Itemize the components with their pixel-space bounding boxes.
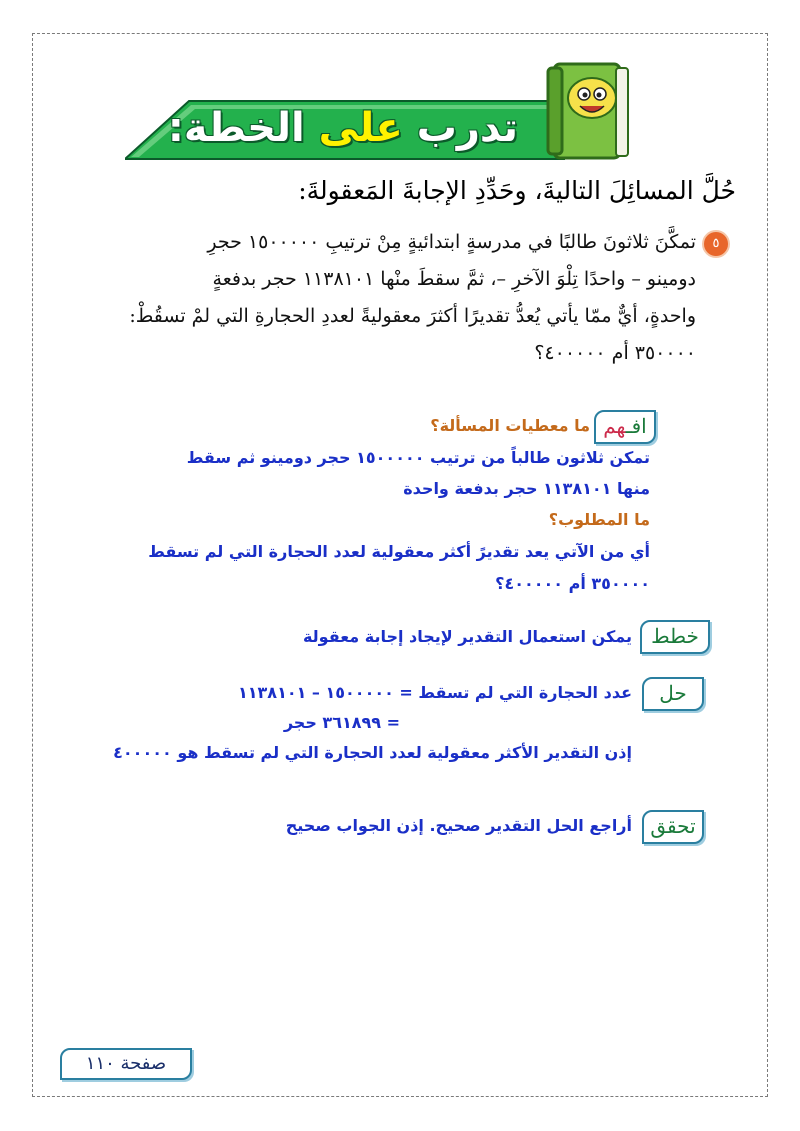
solve-line-1: عدد الحجارة التي لم تسقط = ١٥٠٠٠٠٠ – ١١٣٨١٠١ [238,683,632,702]
tab-understand [594,410,656,444]
understand-question-2: ما المطلوب؟ [548,510,650,529]
problem-line: دومينو – واحدًا تِلْوَ الآخرِ –، ثمَّ سقطَ منْها ١١٣٨١٠١ حجر بدفعةٍ [212,268,696,290]
tab-understand-part1: افـ [625,414,647,438]
problem-line: ٣٥٠٠٠٠ أم ٤٠٠٠٠٠؟ [534,342,696,364]
solve-line-3 [113,743,632,762]
solve-conclusion-text: إذن التقدير الأكثر معقولية لعدد الحجارة التي لم تسقط هو [177,743,632,762]
banner-title-part2: على [318,105,403,151]
tab-check: تحقق [642,810,704,844]
understand-question-1: ما معطيات المسألة؟ [430,416,590,435]
tab-solve: حل [642,677,704,711]
understand-answer-1-line2: منها ١١٣٨١٠١ حجر بدفعة واحدة [403,479,650,498]
understand-answer-2-line2: ٣٥٠٠٠٠ أم ٤٠٠٠٠٠؟ [495,574,650,593]
book-mascot-icon [540,54,636,166]
check-text: أراجع الحل التقدير صحيح. إذن الجواب صحيح [285,816,632,835]
problem-number: ٥ [702,230,730,258]
tab-understand-part2: هم [603,414,626,438]
banner-title-part3: الخطة: [167,105,305,151]
solve-line-2: = ٣٦١٨٩٩ حجر [283,713,400,732]
lesson-banner [125,97,565,161]
problem-line: تمكَّنَ ثلاثونَ طالبًا في مدرسةٍ ابتدائيةٍ مِنْ ترتيبِ ١٥٠٠٠٠٠ حجرِ [207,231,696,253]
solve-conclusion-value: ٤٠٠٠٠٠ [113,743,172,762]
understand-answer-1-line1: تمكن ثلاثون طالباً من ترتيب ١٥٠٠٠٠٠ حجر دومينو ثم سقط [186,448,650,467]
problem-line: واحدةٍ، أيٌّ ممّا يأتي يُعدُّ تقديرًا أكثرَ معقوليةً لعددِ الحجارةِ التي لمْ تسقُطْ: [129,305,696,327]
problem-block [88,224,728,372]
banner-title-part1: تدرب [416,105,519,151]
understand-answer-2-line1: أي من الآتي يعد تقديرً أكثر معقولية لعدد الحجارة التي لم تسقط [148,542,650,561]
tab-plan: خطط [640,620,710,654]
page-number-badge: صفحة ١١٠ [60,1048,192,1080]
plan-text: يمكن استعمال التقدير لإيجاد إجابة معقولة [302,627,632,646]
banner-title [133,99,553,157]
instructions: حُلَّ المسائِلَ التاليةَ، وحَدِّدِ الإجابةَ المَعقولةَ: [298,176,736,205]
